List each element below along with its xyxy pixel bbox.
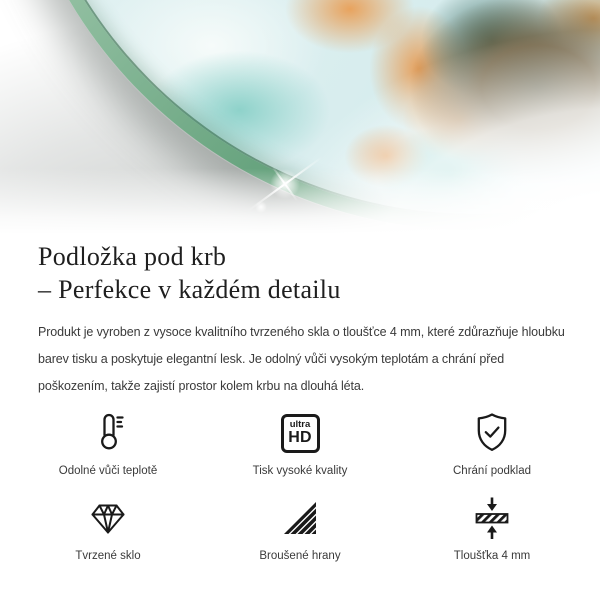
product-info-section [0,234,600,400]
glass-disc-marble-print [14,0,600,216]
feature-item-print-quality [204,410,396,477]
feature-item-heat-resistant [12,410,204,477]
thickness-icon [469,495,515,541]
product-photo [0,0,600,234]
feature-label: Tisk vysoké kvality [252,465,348,477]
feature-label: Chrání podklad [453,465,531,477]
thermometer-icon [85,410,131,456]
title-line-1: Podložka pod krb [38,242,227,271]
feature-item-protects-floor [396,410,588,477]
features-grid [0,410,600,562]
feature-label: Tloušťka 4 mm [453,550,531,562]
page-title [38,240,572,306]
feature-item-thickness [396,495,588,562]
feature-label: Odolné vůči teplotě [58,465,158,477]
feature-label: Tvrzené sklo [75,550,141,562]
ultra-hd-icon: ultra HD [281,410,320,456]
diamond-icon [85,495,131,541]
polished-edges-icon [277,495,323,541]
product-description: Produkt je vyroben z vysoce kvalitního tvrzeného skla o tloušťce 4 mm, které zdůrazňuje hloubku barev tisku a poskytuje elegantní lesk. Je odolný vůči vysokým teplotám a chrání před poškozením, takže zajistí prostor kolem krbu na dlouhá léta. [38,325,565,393]
feature-label: Broušené hrany [259,550,341,562]
shield-check-icon [469,410,515,456]
feature-item-polished-edges [204,495,396,562]
title-line-2: – Perfekce v každém detailu [38,275,341,304]
feature-item-tempered-glass [12,495,204,562]
glass-sparkle-dot [255,201,267,213]
glass-disc-edge [4,0,600,230]
